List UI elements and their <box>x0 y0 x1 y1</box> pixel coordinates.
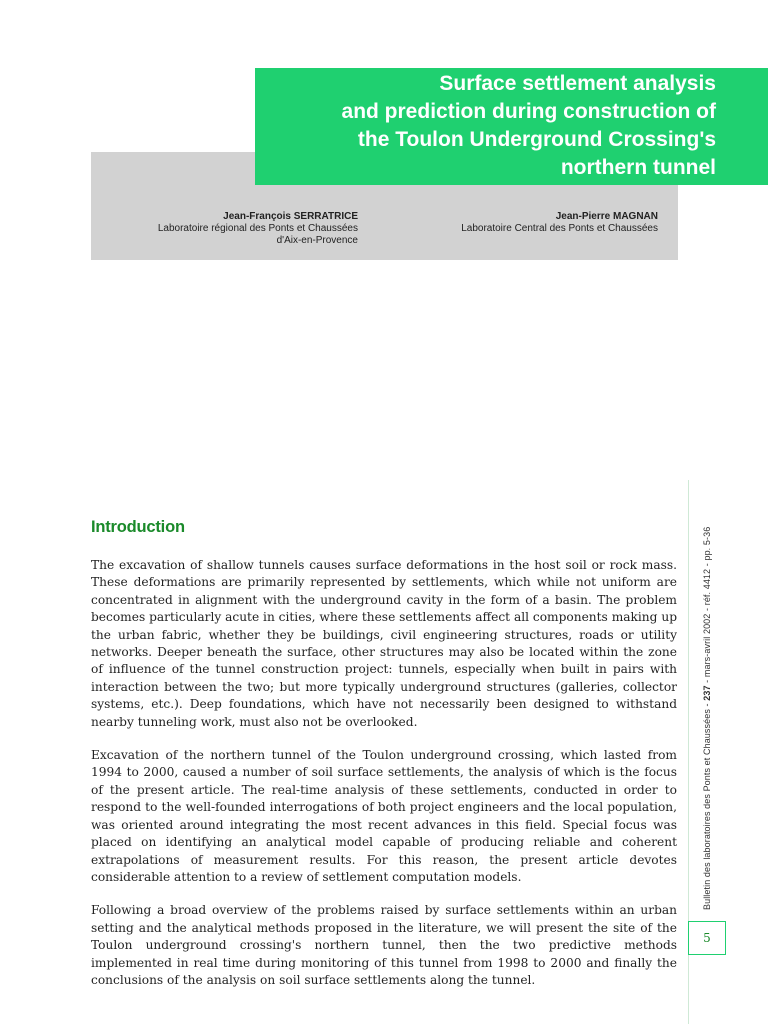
page-number <box>688 921 726 955</box>
section-heading: Introduction <box>91 518 185 536</box>
issue-date: mars-avril 2002 <box>702 613 712 678</box>
title-line: Surface settlement analysis <box>439 72 716 95</box>
article-title <box>255 68 768 185</box>
author-affiliation: d'Aix-en-Provence <box>276 235 358 246</box>
title-line: northern tunnel <box>560 156 716 179</box>
author-affiliation: Laboratoire Central des Ponts et Chaussées <box>461 223 658 234</box>
body-text <box>91 557 677 1005</box>
separator: - <box>702 700 712 710</box>
title-line: and prediction during construction of <box>341 100 716 123</box>
reference-number: réf. 4412 <box>702 568 712 606</box>
author-block-magnan <box>461 211 658 235</box>
separator: - <box>702 605 712 614</box>
paragraph: Excavation of the northern tunnel of the Toulon underground crossing, which lasted from 1994 to 2000, caused a number of soil surface settlements, the analysis of which is the focus of the present article. The real-time analysis of these settlements, conducted in order to respond to the well-founded interrogations of both project engineers and the local population, was oriented around integrating the most recent advances in this field. Special focus was placed on identifying an analytical model capable of producing reliable and coherent extrapolations of measurement results. For this reason, the present article devotes considerable attention to a review of settlement computation models. <box>91 748 677 884</box>
separator: - <box>702 560 712 569</box>
author-name: Jean-Pierre MAGNAN <box>555 211 658 222</box>
issue-number: 237 <box>702 685 712 701</box>
paragraph: Following a broad overview of the problems raised by surface settlements within an urban setting and the analytical methods proposed in the literature, we will present the site of the Toulon underground crossing's northern tunnel, then the two predictive methods implemented in real time during monitoring of this tunnel from 1998 to 2000 and finally the conclusions of the analysis on soil surface settlements along the tunnel. <box>91 903 677 987</box>
author-name: Jean-François SERRATRICE <box>223 211 358 222</box>
page-number-text: 5 <box>703 931 711 945</box>
author-block-serratrice <box>158 211 358 247</box>
page-range: pp. 5-36 <box>702 526 712 561</box>
separator: - <box>702 677 712 686</box>
author-affiliation: Laboratoire régional des Ponts et Chaussées <box>157 223 358 234</box>
journal-name: Bulletin des laboratoires des Ponts et Chaussées <box>702 709 712 910</box>
paragraph: The excavation of shallow tunnels causes surface deformations in the host soil or rock mass. These deformations are primarily represented by settlements, which while not uniform are concentrated in alignment with the underground cavity in the form of a basin. The problem becomes particularly acute in cities, where these settlements affect all components making up the urban fabric, whether they be buildings, civil engineering structures, roads or utility networks. Deeper beneath the surface, other structures may also be located within the zone of influence of the tunnel construction project: tunnels, especially when built in pairs with interaction between the two; but more typically underground structures (galleries, collector systems, etc.). Deep foundations, which have not necessarily been designed to withstand nearby tunneling work, must also not be overlooked. <box>91 558 677 729</box>
title-line: the Toulon Underground Crossing's <box>357 128 716 151</box>
journal-reference <box>702 527 712 910</box>
